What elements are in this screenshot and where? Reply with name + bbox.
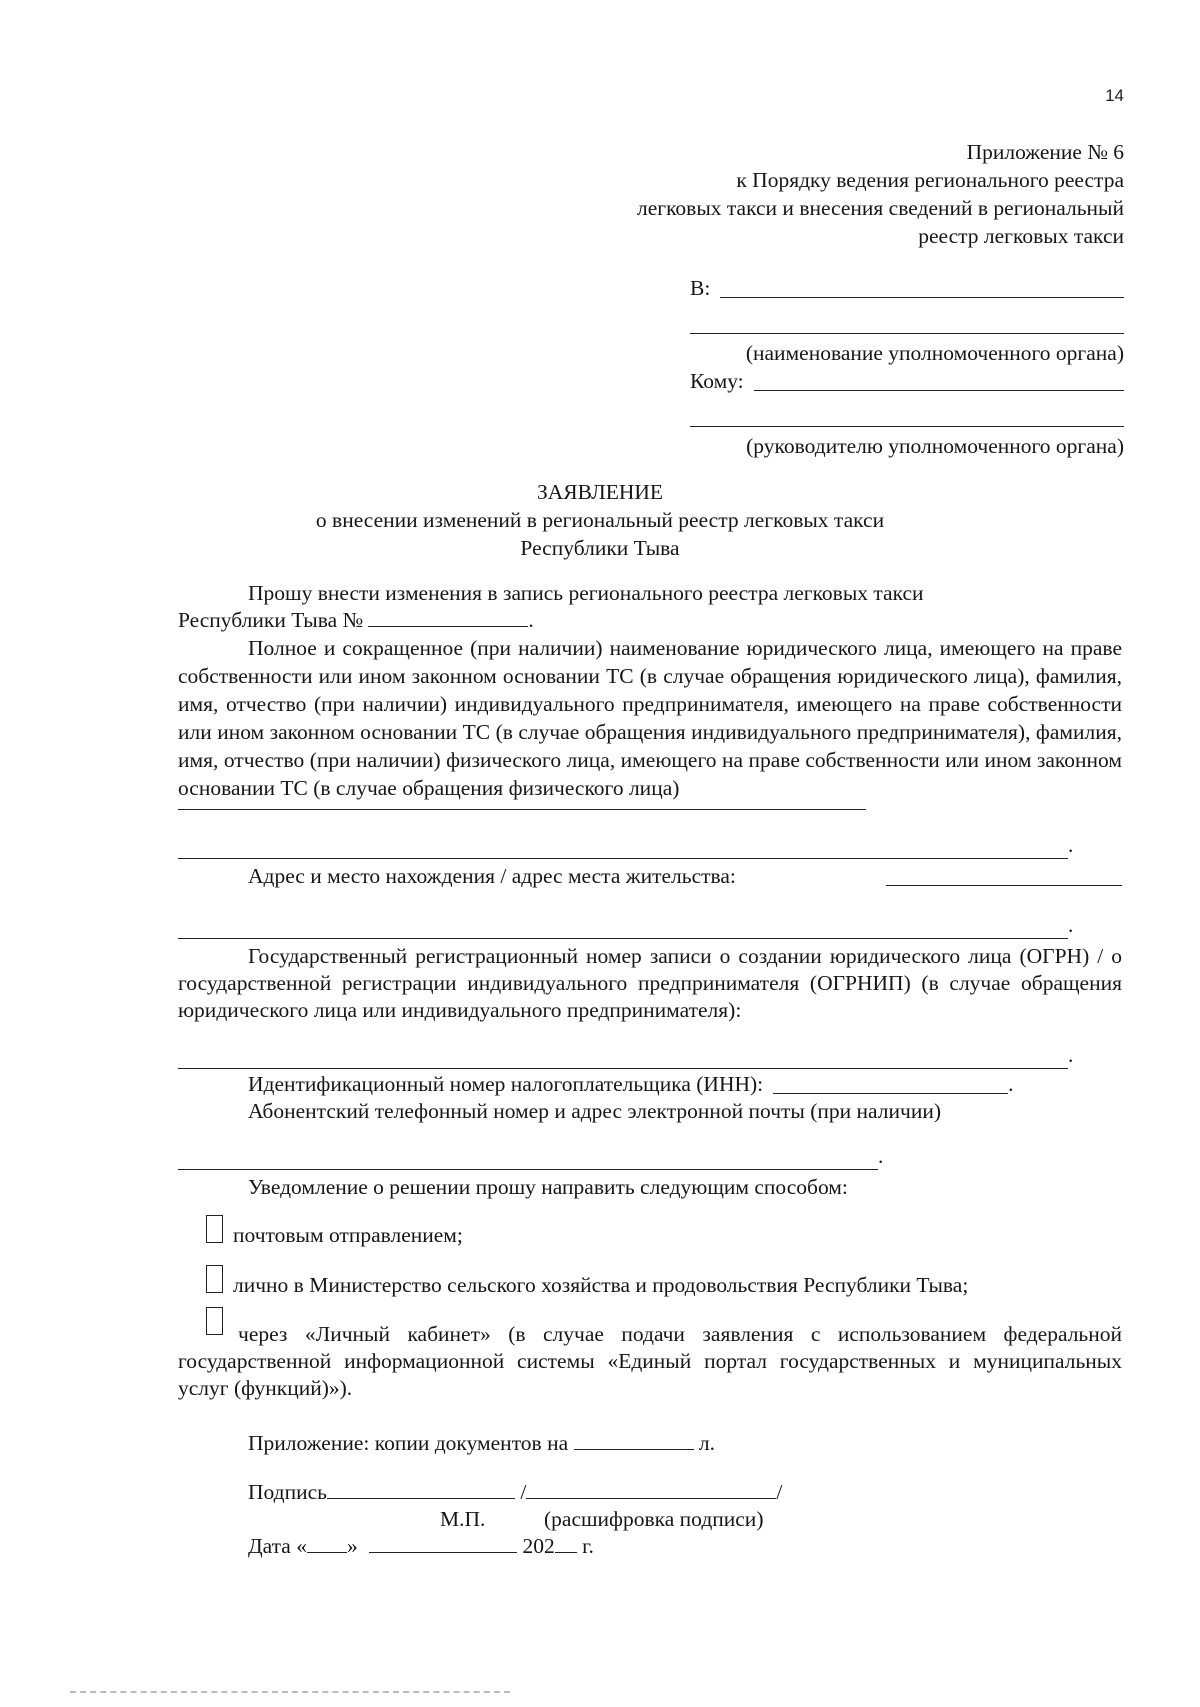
request-line: Прошу внести изменения в запись регионального реестра легковых такси bbox=[248, 581, 924, 605]
year-field[interactable] bbox=[555, 1552, 577, 1553]
signature-captions bbox=[178, 1506, 1122, 1533]
stamp-label: М.П. bbox=[440, 1507, 486, 1531]
address-label: Адрес и место нахождения / адрес места жительства: bbox=[248, 864, 736, 888]
request-number-row: Республики Тыва № . bbox=[178, 608, 534, 632]
address-field-line2[interactable] bbox=[178, 937, 1068, 939]
document-body bbox=[178, 580, 1122, 1560]
year-prefix: 202 bbox=[522, 1534, 555, 1558]
owner-paragraph: Полное и сокращенное (при наличии) наименование юридического лица, имеющего на праве собственности или ином законном основании ТС (в случае обращения юридического лица), фамилия, имя, отчество (при наличии) индивидуального предпринимателя, имеющего на праве собственности или ином законном основании ТС (в случае обращения индивидуального предпринимателя), фамилия, имя, отчество (при наличии) физического лица, имеющего на праве собственности или ином законном основании ТС (в случае обращения физического лица) bbox=[178, 636, 1122, 800]
address-row bbox=[178, 863, 1122, 890]
date-day-field[interactable] bbox=[307, 1552, 347, 1553]
inn-label: Идентификационный номер налогоплательщика (ИНН): bbox=[248, 1072, 764, 1096]
to-label: В: bbox=[690, 276, 711, 300]
attachment-prefix: Приложение: копии документов на bbox=[248, 1431, 569, 1455]
option-personal-label: лично в Министерство сельского хозяйства и продовольствия Республики Тыва; bbox=[233, 1273, 969, 1297]
date-close: » bbox=[346, 1534, 358, 1558]
option-cabinet bbox=[178, 1321, 1122, 1402]
notify-label: Уведомление о решении прошу направить следующим способом: bbox=[248, 1175, 848, 1199]
attachment-row bbox=[178, 1430, 1122, 1457]
signature-label: Подпись bbox=[248, 1480, 327, 1504]
whom-caption: (руководителю уполномоченного органа) bbox=[746, 434, 1124, 458]
ogrn-field[interactable] bbox=[178, 1067, 1068, 1069]
signature-caption: (расшифровка подписи) bbox=[544, 1507, 764, 1531]
to-row bbox=[690, 272, 1124, 302]
to-field-line2[interactable] bbox=[690, 332, 1124, 334]
address-field[interactable] bbox=[886, 884, 1122, 886]
owner-field-line2[interactable] bbox=[178, 857, 1068, 859]
page-number: 14 bbox=[1105, 86, 1124, 105]
to-field[interactable] bbox=[720, 297, 1124, 298]
signature-field[interactable] bbox=[327, 1498, 515, 1499]
appendix-line: реестр легковых такси bbox=[918, 224, 1124, 248]
personal-checkbox[interactable] bbox=[206, 1265, 223, 1293]
document-title bbox=[0, 478, 1200, 562]
attachment-suffix: л. bbox=[698, 1431, 715, 1455]
cabinet-checkbox[interactable] bbox=[206, 1307, 223, 1335]
phone-label: Абонентский телефонный номер и адрес электронной почты (при наличии) bbox=[248, 1099, 941, 1123]
option-personal bbox=[206, 1271, 1122, 1299]
whom-field[interactable] bbox=[754, 390, 1124, 391]
address-field-row: . bbox=[178, 912, 1122, 939]
whom-row bbox=[690, 367, 1124, 395]
ogrn-field-row: . bbox=[178, 1042, 1122, 1069]
signature-decode-field[interactable] bbox=[526, 1498, 776, 1499]
scan-artifact-line bbox=[70, 1691, 510, 1697]
appendix-line: Приложение № 6 bbox=[966, 140, 1124, 164]
ogrn-paragraph: Государственный регистрационный номер записи о создании юридического лица (ОГРН) / о государственной регистрации индивидуального предпринимателя (ОГРНИП) (в случае обращения юридического лица или индивидуального предпринимателя): bbox=[178, 944, 1122, 1022]
appendix-line: легковых такси и внесения сведений в региональный bbox=[636, 196, 1124, 220]
date-label: Дата « bbox=[248, 1534, 307, 1558]
request-number-label: Республики Тыва № bbox=[178, 608, 364, 632]
attachment-pages-field[interactable] bbox=[574, 1449, 694, 1450]
year-suffix: г. bbox=[582, 1534, 594, 1558]
option-mail-label: почтовым отправлением; bbox=[233, 1223, 463, 1247]
whom-field-line2[interactable] bbox=[690, 425, 1124, 427]
phone-field[interactable] bbox=[178, 1168, 878, 1170]
date-row bbox=[178, 1533, 1122, 1560]
addressee-block bbox=[690, 272, 1124, 460]
title-main: ЗАЯВЛЕНИЕ bbox=[536, 480, 664, 504]
option-cabinet-label: через «Личный кабинет» (в случае подачи заявления с использованием федеральной государственной информационной системы «Единый портал государственных и муниципальных услуг (функций)»). bbox=[178, 1322, 1122, 1400]
date-month-field[interactable] bbox=[369, 1552, 517, 1553]
registry-number-field[interactable] bbox=[368, 626, 528, 627]
title-sub: о внесении изменений в региональный реестр легковых такси bbox=[315, 508, 885, 532]
mail-checkbox[interactable] bbox=[206, 1215, 223, 1243]
title-sub: Республики Тыва bbox=[520, 536, 680, 560]
whom-label: Кому: bbox=[690, 369, 744, 393]
appendix-header bbox=[564, 138, 1124, 250]
owner-field-row: . bbox=[178, 832, 1122, 859]
to-caption: (наименование уполномоченного органа) bbox=[745, 341, 1124, 365]
option-mail bbox=[206, 1221, 1122, 1249]
phone-field-row: . bbox=[178, 1143, 1122, 1170]
signature-row: Подпись / / bbox=[248, 1480, 783, 1504]
appendix-line: к Порядку ведения регионального реестра bbox=[736, 168, 1124, 192]
inn-field[interactable] bbox=[773, 1092, 1008, 1094]
inn-row: Идентификационный номер налогоплательщика (ИНН): . bbox=[178, 1071, 1122, 1098]
